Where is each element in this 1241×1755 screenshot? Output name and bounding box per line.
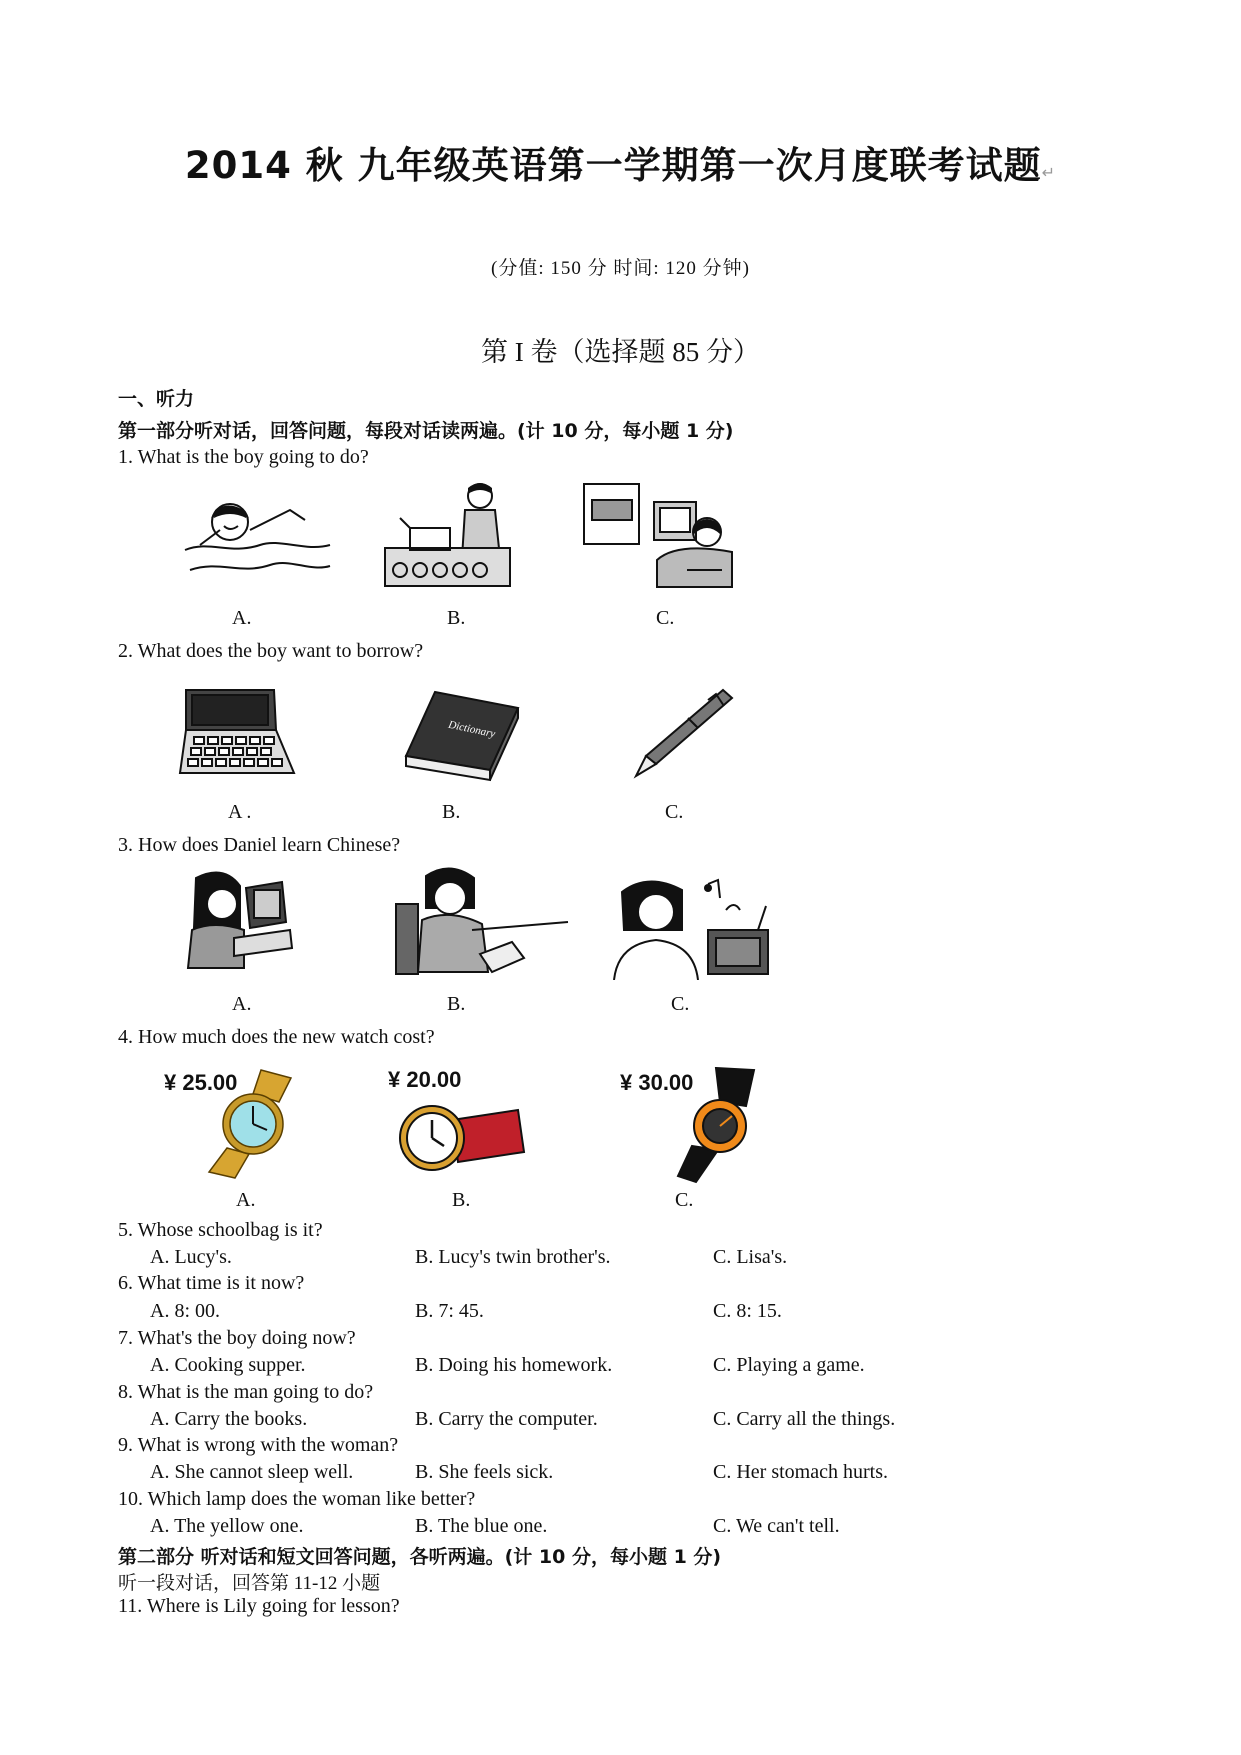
part1-instruction: 第一部分听对话，回答问题，每段对话读两遍。(计 10 分，每小题 1 分) (118, 420, 734, 442)
q4-label-a: A. (236, 1189, 256, 1211)
price-a: ¥ 25.00 (164, 1070, 238, 1095)
q7-option-a: A. Cooking supper. (150, 1354, 306, 1376)
return-mark: ↵ (1041, 163, 1057, 182)
computer-girl-icon (184, 868, 294, 976)
gold-watch-icon (205, 1068, 303, 1180)
q10-option-a: A. The yellow one. (150, 1515, 304, 1537)
section-listening: 一、听力 (118, 388, 195, 410)
title-text: 2014 秋 九年级英语第一学期第一次月度联考试题 (184, 144, 1042, 187)
watching-tv-icon (582, 482, 742, 590)
q2-label-c: C. (665, 801, 684, 823)
question-11: 11. Where is Lily going for lesson? (118, 1595, 400, 1617)
question-2: 2. What does the boy want to borrow? (118, 640, 424, 662)
q9-option-a: A. She cannot sleep well. (150, 1461, 354, 1483)
q10-option-b: B. The blue one. (415, 1515, 548, 1537)
pen-icon (628, 684, 736, 780)
question-8: 8. What is the man going to do? (118, 1381, 374, 1403)
q2-label-a: A . (228, 801, 252, 823)
question-1: 1. What is the boy going to do? (118, 446, 369, 468)
dictionary-book-icon (400, 688, 522, 784)
q9-option-c: C. Her stomach hurts. (713, 1461, 888, 1483)
page-title (0, 135, 1241, 189)
q5-option-b: B. Lucy's twin brother's. (415, 1246, 611, 1268)
question-5: 5. Whose schoolbag is it? (118, 1219, 323, 1241)
q7-option-c: C. Playing a game. (713, 1354, 865, 1376)
electronic-dictionary-icon (176, 685, 298, 781)
question-10: 10. Which lamp does the woman like better? (118, 1488, 476, 1510)
q6-option-a: A. 8: 00. (150, 1300, 220, 1322)
q1-label-c: C. (656, 607, 675, 629)
q9-option-b: B. She feels sick. (415, 1461, 554, 1483)
q8-option-a: A. Carry the books. (150, 1408, 308, 1430)
q6-option-b: B. 7: 45. (415, 1300, 484, 1322)
black-strap-watch-icon (676, 1066, 760, 1184)
part2-instruction: 第二部分 听对话和短文回答问题，各听两遍。(计 10 分，每小题 1 分) (118, 1546, 722, 1568)
q5-option-a: A. Lucy's. (150, 1246, 232, 1268)
question-3: 3. How does Daniel learn Chinese? (118, 834, 401, 856)
shopping-boy-icon (380, 478, 520, 590)
q4-label-b: B. (452, 1189, 471, 1211)
q4-label-c: C. (675, 1189, 694, 1211)
question-7: 7. What's the boy doing now? (118, 1327, 356, 1349)
q6-option-c: C. 8: 15. (713, 1300, 782, 1322)
reading-girl-icon (392, 864, 570, 980)
q7-option-b: B. Doing his homework. (415, 1354, 613, 1376)
question-9: 9. What is wrong with the woman? (118, 1434, 399, 1456)
q1-label-b: B. (447, 607, 466, 629)
q3-label-c: C. (671, 993, 690, 1015)
q8-option-b: B. Carry the computer. (415, 1408, 598, 1430)
q3-label-b: B. (447, 993, 466, 1015)
price-b: ¥ 20.00 (388, 1067, 462, 1092)
score-time-info: (分值: 150 分 时间: 120 分钟) (491, 258, 750, 279)
question-4: 4. How much does the new watch cost? (118, 1026, 435, 1048)
price-c: ¥ 30.00 (620, 1070, 694, 1095)
q8-option-c: C. Carry all the things. (713, 1408, 896, 1430)
q10-option-c: C. We can't tell. (713, 1515, 840, 1537)
volume-heading: 第 I 卷（选择题 85 分） (481, 337, 760, 367)
radio-girl-icon (608, 870, 780, 980)
part2-subinstruction: 听一段对话，回答第 11-12 小题 (118, 1573, 381, 1594)
q5-option-c: C. Lisa's. (713, 1246, 788, 1268)
q1-label-a: A. (232, 607, 252, 629)
q3-label-a: A. (232, 993, 252, 1015)
question-6: 6. What time is it now? (118, 1272, 305, 1294)
swimming-boy-icon (180, 490, 335, 590)
svg-text:Dictionary: Dictionary (447, 718, 497, 741)
red-strap-watch-icon (398, 1092, 528, 1182)
q2-label-b: B. (442, 801, 461, 823)
